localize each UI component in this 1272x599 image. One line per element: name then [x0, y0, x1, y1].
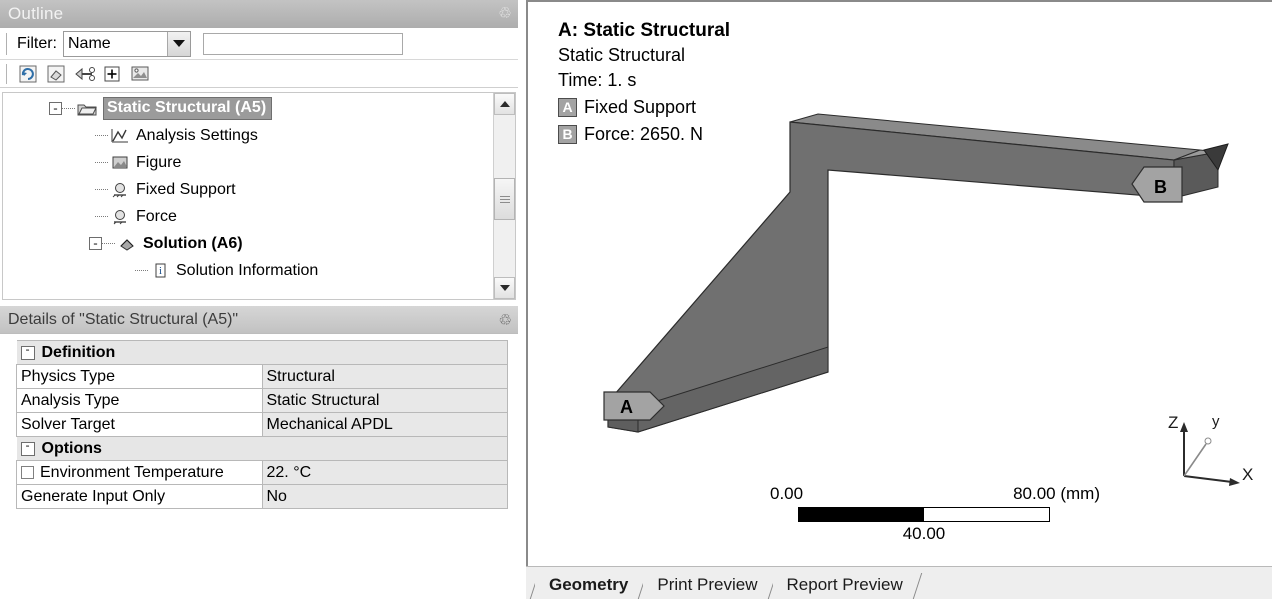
tag-icon[interactable] — [71, 62, 97, 86]
tree-connector — [102, 237, 116, 250]
refresh-icon[interactable] — [15, 62, 41, 86]
tab-report-preview[interactable] — [773, 571, 917, 599]
tree-item-analysis-settings[interactable] — [3, 122, 483, 149]
legend-title: A: Static Structural — [558, 20, 731, 41]
scale-bar-light — [924, 508, 1049, 521]
tree-item-label: Solution (A6) — [143, 234, 243, 252]
image-icon[interactable] — [127, 62, 153, 86]
scale-max-label: 80.00 (mm) — [1013, 484, 1100, 503]
tree-connector — [95, 183, 109, 196]
tree-item-label: Solution Information — [176, 261, 319, 279]
force-icon — [109, 207, 131, 227]
details-prop-name: Solver Target — [17, 413, 263, 437]
details-prop-value[interactable]: Mechanical APDL — [262, 413, 508, 437]
filter-label: Filter: — [17, 34, 57, 52]
folder-icon — [76, 99, 98, 119]
scroll-up-arrow-icon[interactable] — [494, 93, 515, 115]
pin-icon[interactable]: ♲ — [498, 5, 512, 22]
details-prop-value[interactable]: Structural — [262, 365, 508, 389]
toolbar-grip — [6, 33, 9, 55]
solution-information-icon — [149, 261, 171, 281]
table-row[interactable] — [17, 413, 508, 437]
tree-item-label: Static Structural (A5) — [103, 97, 272, 120]
expander-icon[interactable]: - — [89, 237, 102, 250]
tree-item-static-structural[interactable] — [3, 95, 483, 122]
tree-item-solution-information[interactable] — [3, 257, 483, 284]
details-section-options — [17, 437, 508, 461]
details-section-definition — [17, 341, 508, 365]
table-row[interactable] — [17, 485, 508, 509]
details-table — [16, 340, 508, 509]
legend-item-label: Fixed Support — [584, 97, 697, 117]
chevron-down-icon[interactable] — [167, 32, 190, 56]
legend-line-2: Static Structural — [558, 45, 686, 65]
support-icon — [109, 180, 131, 200]
expander-icon[interactable]: - — [21, 346, 35, 360]
details-prop-name: Generate Input Only — [17, 485, 263, 509]
tab-print-preview[interactable] — [643, 571, 771, 599]
filter-bar — [0, 28, 518, 60]
plus-box-icon[interactable] — [99, 62, 125, 86]
scroll-thumb[interactable] — [494, 178, 515, 220]
tree-connector — [95, 210, 109, 223]
outline-panel — [0, 0, 518, 305]
axis-triad[interactable] — [1154, 406, 1254, 496]
table-row[interactable] — [17, 389, 508, 413]
outline-title: Outline — [8, 4, 64, 23]
eraser-icon[interactable] — [43, 62, 69, 86]
analysis-settings-icon — [109, 126, 131, 146]
details-title: Details of "Static Structural (A5)" — [8, 310, 239, 328]
legend-line-3: Time: 1. s — [558, 70, 637, 90]
pin-icon[interactable]: ♲ — [498, 311, 512, 329]
details-prop-name-environment-temperature — [17, 461, 263, 485]
scale-bar-widget — [760, 484, 1130, 544]
tree-item-fixed-support[interactable] — [3, 176, 483, 203]
details-title-bar — [0, 306, 518, 334]
scale-labels — [770, 484, 1100, 504]
scale-min-label: 0.00 — [770, 484, 804, 503]
right-pane — [518, 0, 1272, 599]
filter-type-select[interactable] — [63, 31, 191, 57]
details-prop-name: Analysis Type — [17, 389, 263, 413]
scale-bar-dark — [799, 508, 924, 521]
status-badge: A — [558, 98, 577, 117]
outline-tree[interactable] — [2, 92, 516, 300]
table-row[interactable] — [17, 461, 508, 485]
outline-toolbar — [0, 60, 518, 88]
tab-label: Print Preview — [657, 575, 758, 594]
tree-item-figure[interactable] — [3, 149, 483, 176]
annotation-tag-a — [604, 392, 664, 420]
details-section-row[interactable] — [17, 437, 508, 461]
details-prop-value[interactable]: 22. °C — [262, 461, 508, 485]
view-tab-bar — [526, 566, 1272, 599]
outline-scrollbar[interactable] — [493, 93, 515, 299]
details-section-label: Options — [41, 439, 102, 457]
tree-connector — [95, 129, 109, 142]
svg-text:i: i — [158, 265, 163, 277]
filter-search-input[interactable] — [203, 33, 403, 55]
details-prop-value[interactable]: No — [262, 485, 508, 509]
tree-item-label: Fixed Support — [136, 180, 236, 198]
tree-item-label: Analysis Settings — [136, 126, 258, 144]
left-pane — [0, 0, 518, 599]
tree-item-label: Figure — [136, 153, 182, 171]
svg-text:A: A — [620, 397, 633, 417]
scale-mid-label: 40.00 — [902, 524, 946, 543]
svg-text:y: y — [1212, 413, 1220, 430]
details-prop-label: Environment Temperature — [40, 463, 224, 481]
tree-item-solution[interactable] — [3, 230, 483, 257]
scroll-thumb-grip — [500, 194, 510, 205]
tree-item-label: Force — [136, 207, 177, 225]
environment-temperature-checkbox[interactable] — [21, 466, 34, 479]
tree-connector — [135, 264, 149, 277]
tree-root — [3, 95, 483, 284]
figure-icon — [109, 153, 131, 173]
tree-connector — [62, 102, 76, 115]
tab-geometry[interactable] — [535, 571, 642, 599]
details-prop-value[interactable]: Static Structural — [262, 389, 508, 413]
scale-bar — [798, 507, 1050, 522]
expander-icon[interactable]: - — [49, 102, 62, 115]
details-panel — [0, 306, 518, 599]
tab-label: Report Preview — [786, 575, 903, 594]
details-prop-name: Physics Type — [17, 365, 263, 389]
tree-item-force[interactable] — [3, 203, 483, 230]
filter-type-value: Name — [68, 34, 111, 52]
legend-item-label: Force: 2650. N — [584, 124, 704, 144]
details-section-label: Definition — [41, 343, 116, 361]
svg-text:X: X — [1242, 465, 1254, 484]
tree-connector — [95, 156, 109, 169]
svg-text:Z: Z — [1168, 413, 1179, 432]
scroll-down-arrow-icon[interactable] — [494, 277, 515, 299]
toolbar-grip-2 — [6, 64, 11, 84]
svg-text:B: B — [1154, 177, 1167, 197]
status-badge: B — [558, 125, 577, 144]
outline-title-bar — [0, 0, 518, 28]
geometry-body — [608, 114, 1228, 432]
solution-icon — [116, 234, 138, 254]
expander-icon[interactable]: - — [21, 442, 35, 456]
tab-label: Geometry — [549, 575, 629, 594]
details-section-row[interactable] — [17, 341, 508, 365]
table-row[interactable] — [17, 365, 508, 389]
graphics-viewport[interactable] — [526, 0, 1272, 566]
